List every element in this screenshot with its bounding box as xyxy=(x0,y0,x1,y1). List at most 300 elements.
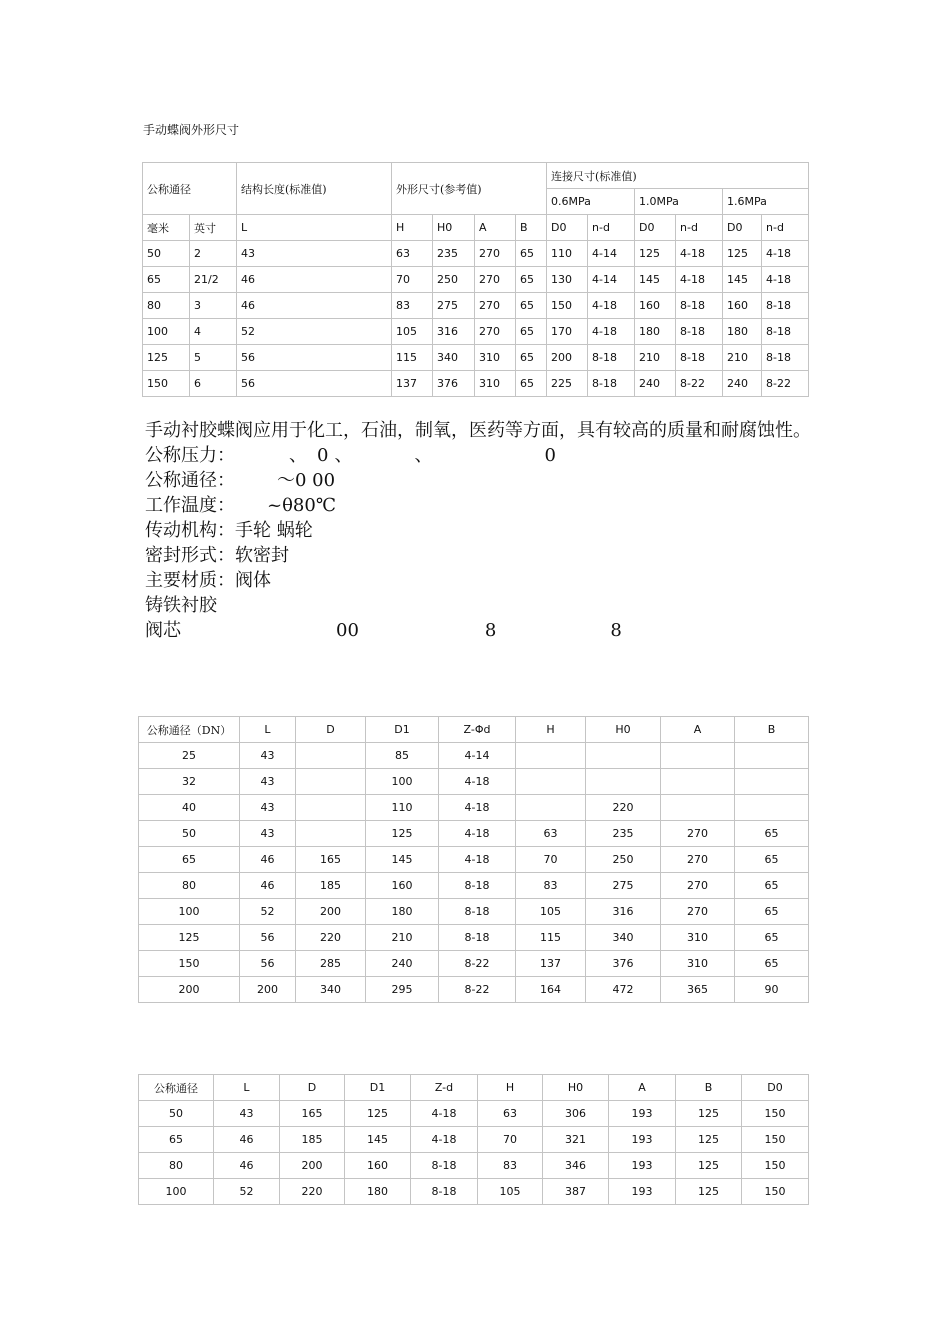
table-cell: 200 xyxy=(296,899,366,925)
table-cell: 137 xyxy=(516,951,586,977)
table-cell: 4-14 xyxy=(588,241,635,267)
lined-butterfly-valve-table xyxy=(138,716,809,1003)
table-cell: 295 xyxy=(366,977,439,1003)
table-cell: 3 xyxy=(190,293,237,319)
header-pressure-1-0: 1.0MPa xyxy=(635,189,723,215)
table-cell: 376 xyxy=(433,371,475,397)
table-cell: 8-18 xyxy=(762,345,809,371)
table-cell: 65 xyxy=(516,241,547,267)
table-cell: 90 xyxy=(735,977,809,1003)
spec-value: ~θ80℃ xyxy=(267,495,336,516)
table-cell: 160 xyxy=(635,293,676,319)
table-cell: 4-18 xyxy=(588,319,635,345)
header-cell: L xyxy=(240,717,296,743)
header-cell: D0 xyxy=(742,1075,809,1101)
spec-core xyxy=(145,618,815,643)
table-cell xyxy=(586,743,661,769)
table-cell: 160 xyxy=(366,873,439,899)
table-cell: 8-18 xyxy=(762,293,809,319)
spec-label: 密封形式： xyxy=(145,545,235,566)
table-cell: 235 xyxy=(433,241,475,267)
table-cell: 145 xyxy=(345,1127,411,1153)
table-cell: 100 xyxy=(139,1179,214,1205)
table-cell: 285 xyxy=(296,951,366,977)
table-cell: 270 xyxy=(475,293,516,319)
table-cell: 65 xyxy=(516,319,547,345)
table-cell xyxy=(296,795,366,821)
table-cell: 125 xyxy=(143,345,190,371)
table-row xyxy=(139,821,809,847)
table-cell: 270 xyxy=(661,847,735,873)
header-cell: D1 xyxy=(366,717,439,743)
table-cell: 46 xyxy=(214,1127,280,1153)
table-cell xyxy=(296,743,366,769)
table-cell: 310 xyxy=(475,345,516,371)
table-cell: 225 xyxy=(547,371,588,397)
table-cell: 65 xyxy=(516,267,547,293)
table-cell: 270 xyxy=(475,241,516,267)
table-cell: 150 xyxy=(742,1127,809,1153)
header-cell: H xyxy=(516,717,586,743)
product-description xyxy=(145,418,815,643)
table-row xyxy=(143,319,809,345)
table-cell: 50 xyxy=(139,821,240,847)
table-cell: 200 xyxy=(547,345,588,371)
table-cell: 340 xyxy=(433,345,475,371)
table-cell: 180 xyxy=(345,1179,411,1205)
table-cell: 4-14 xyxy=(439,743,516,769)
table-cell: 310 xyxy=(661,951,735,977)
table-cell: 145 xyxy=(635,267,676,293)
table-cell: 52 xyxy=(240,899,296,925)
table-cell: 83 xyxy=(516,873,586,899)
table-cell xyxy=(735,769,809,795)
table-cell: 5 xyxy=(190,345,237,371)
table-cell: 8-18 xyxy=(762,319,809,345)
table-cell: 70 xyxy=(516,847,586,873)
table-cell: 43 xyxy=(240,769,296,795)
header-cell: H0 xyxy=(586,717,661,743)
table-cell: 65 xyxy=(143,267,190,293)
header-cell: Z-d xyxy=(411,1075,478,1101)
table-cell xyxy=(296,821,366,847)
table-cell: 185 xyxy=(280,1127,345,1153)
table-cell: 56 xyxy=(240,925,296,951)
spec-label: 公称压力： xyxy=(145,445,235,466)
table-cell: 270 xyxy=(661,899,735,925)
table-cell: 340 xyxy=(296,977,366,1003)
spec-temperature xyxy=(145,493,815,518)
spec-label: 工作温度： xyxy=(145,495,235,516)
table-cell: 56 xyxy=(240,951,296,977)
table-cell: 46 xyxy=(240,873,296,899)
table-cell: 115 xyxy=(516,925,586,951)
table-cell: 32 xyxy=(139,769,240,795)
table-cell xyxy=(516,743,586,769)
subheader-cell: B xyxy=(516,215,547,241)
table-cell: 145 xyxy=(723,267,762,293)
table-row xyxy=(139,847,809,873)
table-cell: 52 xyxy=(214,1179,280,1205)
table-cell: 4 xyxy=(190,319,237,345)
table-cell: 125 xyxy=(676,1127,742,1153)
subheader-cell: n-d xyxy=(588,215,635,241)
table-cell: 8-18 xyxy=(676,293,723,319)
table-cell: 80 xyxy=(143,293,190,319)
table-cell: 210 xyxy=(635,345,676,371)
table-cell: 100 xyxy=(366,769,439,795)
table-cell: 193 xyxy=(609,1153,676,1179)
subheader-cell: n-d xyxy=(762,215,809,241)
header-cell: A xyxy=(609,1075,676,1101)
table-row xyxy=(139,951,809,977)
table-cell: 56 xyxy=(237,345,392,371)
table-cell: 180 xyxy=(635,319,676,345)
table-cell: 4-18 xyxy=(676,241,723,267)
header-cell: H xyxy=(478,1075,543,1101)
spec-label: 公称通径： xyxy=(145,470,235,491)
table-cell: 4-18 xyxy=(439,769,516,795)
subheader-cell: H xyxy=(392,215,433,241)
table-cell: 4-18 xyxy=(411,1127,478,1153)
table-row xyxy=(143,371,809,397)
table-cell: 46 xyxy=(237,293,392,319)
table-header-row xyxy=(139,717,809,743)
table-cell: 46 xyxy=(240,847,296,873)
table-row xyxy=(139,795,809,821)
table-cell: 56 xyxy=(237,371,392,397)
spec-value: 0 xyxy=(317,445,329,466)
table-cell: 4-18 xyxy=(439,795,516,821)
table-cell: 165 xyxy=(296,847,366,873)
table-cell: 150 xyxy=(742,1101,809,1127)
table-cell: 43 xyxy=(237,241,392,267)
table-cell: 50 xyxy=(139,1101,214,1127)
table-cell: 150 xyxy=(547,293,588,319)
table-cell: 65 xyxy=(516,345,547,371)
subheader-cell: 英寸 xyxy=(190,215,237,241)
spec-label: 阀芯 xyxy=(145,620,181,641)
table-cell: 6 xyxy=(190,371,237,397)
table-cell: 270 xyxy=(475,319,516,345)
table-cell: 240 xyxy=(635,371,676,397)
table-cell: 8-22 xyxy=(762,371,809,397)
table-cell: 8-18 xyxy=(411,1153,478,1179)
table-cell: 4-18 xyxy=(439,847,516,873)
table-cell xyxy=(661,769,735,795)
subheader-cell: n-d xyxy=(676,215,723,241)
table-cell: 43 xyxy=(240,743,296,769)
table-cell: 472 xyxy=(586,977,661,1003)
subheader-cell: D0 xyxy=(723,215,762,241)
table-cell: 275 xyxy=(586,873,661,899)
table-header-row xyxy=(139,1075,809,1101)
table-cell: 150 xyxy=(742,1153,809,1179)
table-row xyxy=(139,1179,809,1205)
table-cell: 100 xyxy=(143,319,190,345)
table-row xyxy=(139,769,809,795)
table-row xyxy=(139,743,809,769)
spec-label: 主要材质： xyxy=(145,570,235,591)
table-cell xyxy=(735,743,809,769)
table-cell: 200 xyxy=(139,977,240,1003)
table-cell: 200 xyxy=(280,1153,345,1179)
spec-value: 、 xyxy=(334,445,353,466)
table-row xyxy=(139,977,809,1003)
table-cell: 65 xyxy=(735,873,809,899)
header-connection-dimensions: 连接尺寸(标准值) xyxy=(547,163,809,189)
table-cell: 4-14 xyxy=(588,267,635,293)
table-cell: 65 xyxy=(735,847,809,873)
header-cell: Z-Φd xyxy=(439,717,516,743)
table-cell: 4-18 xyxy=(588,293,635,319)
table-cell: 270 xyxy=(661,821,735,847)
table-cell xyxy=(586,769,661,795)
table-cell: 65 xyxy=(139,847,240,873)
table-cell: 65 xyxy=(735,925,809,951)
spec-seal xyxy=(145,543,815,568)
table-cell: 164 xyxy=(516,977,586,1003)
spec-value: 0 xyxy=(544,445,556,466)
table-cell: 180 xyxy=(366,899,439,925)
table-cell: 110 xyxy=(366,795,439,821)
spec-value: 00 xyxy=(336,620,359,641)
table-cell: 376 xyxy=(586,951,661,977)
header-cell: D xyxy=(280,1075,345,1101)
table-cell: 2 xyxy=(190,241,237,267)
subheader-cell: A xyxy=(475,215,516,241)
table-cell: 145 xyxy=(366,847,439,873)
table-cell: 321 xyxy=(543,1127,609,1153)
table-cell: 8-22 xyxy=(439,951,516,977)
table-cell: 220 xyxy=(280,1179,345,1205)
table-cell: 316 xyxy=(433,319,475,345)
table-cell: 130 xyxy=(547,267,588,293)
table-row xyxy=(143,345,809,371)
spec-value: 软密封 xyxy=(235,545,289,566)
table-row xyxy=(139,1127,809,1153)
header-cell: H0 xyxy=(543,1075,609,1101)
table-cell: 4-18 xyxy=(762,241,809,267)
table-cell: 70 xyxy=(392,267,433,293)
table-cell: 235 xyxy=(586,821,661,847)
spec-value: 手轮 蜗轮 xyxy=(235,520,313,541)
table-cell: 83 xyxy=(392,293,433,319)
table-cell: 40 xyxy=(139,795,240,821)
table-cell: 250 xyxy=(586,847,661,873)
table-cell: 80 xyxy=(139,1153,214,1179)
table-cell: 210 xyxy=(723,345,762,371)
header-structural-length: 结构长度(标准值) xyxy=(237,163,392,215)
table-cell xyxy=(735,795,809,821)
spec-label: 传动机构： xyxy=(145,520,235,541)
table-cell: 43 xyxy=(240,821,296,847)
subheader-cell: D0 xyxy=(547,215,588,241)
table-row xyxy=(143,293,809,319)
table-cell: 85 xyxy=(366,743,439,769)
spec-pressure xyxy=(145,443,815,468)
table-cell: 65 xyxy=(735,899,809,925)
table-cell: 65 xyxy=(516,371,547,397)
table-cell: 125 xyxy=(345,1101,411,1127)
table-cell: 8-22 xyxy=(676,371,723,397)
table-row xyxy=(143,267,809,293)
table-cell: 150 xyxy=(139,951,240,977)
table-row xyxy=(139,1101,809,1127)
spec-nominal-diameter xyxy=(145,468,815,493)
subheader-row xyxy=(143,215,809,241)
table-cell: 46 xyxy=(214,1153,280,1179)
spec-value: 、 xyxy=(289,445,307,466)
header-cell: D xyxy=(296,717,366,743)
worm-gear-butterfly-valve-table xyxy=(138,1074,809,1205)
table-cell: 8-18 xyxy=(676,319,723,345)
table-cell: 115 xyxy=(392,345,433,371)
table-cell xyxy=(661,795,735,821)
table-cell: 8-18 xyxy=(439,925,516,951)
table-cell: 25 xyxy=(139,743,240,769)
table-cell: 43 xyxy=(214,1101,280,1127)
table-row xyxy=(139,873,809,899)
table-cell: 4-18 xyxy=(762,267,809,293)
table-row xyxy=(139,1153,809,1179)
table-cell: 8-22 xyxy=(439,977,516,1003)
table-cell: 240 xyxy=(366,951,439,977)
table-cell: 4-18 xyxy=(411,1101,478,1127)
table-cell: 105 xyxy=(478,1179,543,1205)
table-cell: 83 xyxy=(478,1153,543,1179)
header-cell: D1 xyxy=(345,1075,411,1101)
table-cell: 165 xyxy=(280,1101,345,1127)
spec-material xyxy=(145,568,815,593)
table-cell: 160 xyxy=(345,1153,411,1179)
document-title: 手动蝶阀外形尺寸 xyxy=(143,123,240,137)
table-cell: 200 xyxy=(240,977,296,1003)
table-cell: 306 xyxy=(543,1101,609,1127)
header-cell: 公称通径（DN） xyxy=(139,717,240,743)
header-nominal-diameter: 公称通径 xyxy=(143,163,237,215)
table-cell: 105 xyxy=(516,899,586,925)
table-cell: 8-18 xyxy=(676,345,723,371)
table-cell: 150 xyxy=(143,371,190,397)
intro-text: 手动衬胶蝶阀应用于化工，石油，制氧，医药等方面，具有较高的质量和耐腐蚀性。 xyxy=(145,420,811,441)
table-cell: 65 xyxy=(735,821,809,847)
table-cell: 125 xyxy=(676,1101,742,1127)
table-cell: 8-18 xyxy=(411,1179,478,1205)
table-cell xyxy=(661,743,735,769)
table-cell: 220 xyxy=(586,795,661,821)
table-cell: 270 xyxy=(475,267,516,293)
table-cell: 8-18 xyxy=(439,899,516,925)
table-cell: 63 xyxy=(392,241,433,267)
header-cell: A xyxy=(661,717,735,743)
spec-value: 阀体 xyxy=(235,570,271,591)
header-outer-dimensions: 外形尺寸(参考值) xyxy=(392,163,547,215)
table-cell: 50 xyxy=(143,241,190,267)
header-pressure-1-6: 1.6MPa xyxy=(723,189,809,215)
table-cell: 21/2 xyxy=(190,267,237,293)
table-cell: 185 xyxy=(296,873,366,899)
table-cell: 63 xyxy=(516,821,586,847)
subheader-cell: 毫米 xyxy=(143,215,190,241)
table-cell xyxy=(516,769,586,795)
header-cell: B xyxy=(676,1075,742,1101)
spec-value: 、 xyxy=(414,445,433,466)
table-cell: 65 xyxy=(139,1127,214,1153)
table-cell: 160 xyxy=(723,293,762,319)
table-cell: 193 xyxy=(609,1179,676,1205)
header-cell: B xyxy=(735,717,809,743)
table-row xyxy=(143,241,809,267)
table-cell: 4-18 xyxy=(676,267,723,293)
table-cell: 125 xyxy=(723,241,762,267)
table-cell: 105 xyxy=(392,319,433,345)
table-cell: 210 xyxy=(366,925,439,951)
table-cell: 4-18 xyxy=(439,821,516,847)
table-cell: 8-18 xyxy=(588,345,635,371)
table-cell: 63 xyxy=(478,1101,543,1127)
table-cell: 365 xyxy=(661,977,735,1003)
table-cell: 70 xyxy=(478,1127,543,1153)
table-cell: 8-18 xyxy=(588,371,635,397)
table-cell: 170 xyxy=(547,319,588,345)
table-cell: 65 xyxy=(735,951,809,977)
table-cell: 316 xyxy=(586,899,661,925)
table-cell: 43 xyxy=(240,795,296,821)
header-cell: 公称通径 xyxy=(139,1075,214,1101)
table-cell: 310 xyxy=(661,925,735,951)
table-row xyxy=(139,899,809,925)
table-cell: 193 xyxy=(609,1101,676,1127)
spec-drive xyxy=(145,518,815,543)
spec-value: 8 xyxy=(610,620,622,641)
table-cell: 80 xyxy=(139,873,240,899)
table-cell: 125 xyxy=(635,241,676,267)
table-cell: 220 xyxy=(296,925,366,951)
spec-material-line2: 铸铁衬胶 xyxy=(145,595,217,616)
table-cell: 240 xyxy=(723,371,762,397)
table-cell: 65 xyxy=(516,293,547,319)
header-cell: L xyxy=(214,1075,280,1101)
table-cell: 340 xyxy=(586,925,661,951)
table-cell: 125 xyxy=(139,925,240,951)
spec-value: 8 xyxy=(484,620,497,641)
table-cell xyxy=(296,769,366,795)
table-cell: 250 xyxy=(433,267,475,293)
subheader-cell: H0 xyxy=(433,215,475,241)
table-cell: 275 xyxy=(433,293,475,319)
table-cell: 193 xyxy=(609,1127,676,1153)
header-pressure-0-6: 0.6MPa xyxy=(547,189,635,215)
table-cell: 310 xyxy=(475,371,516,397)
subheader-cell: L xyxy=(237,215,392,241)
table-cell: 270 xyxy=(661,873,735,899)
table-cell: 387 xyxy=(543,1179,609,1205)
table-cell: 125 xyxy=(676,1179,742,1205)
table-cell xyxy=(516,795,586,821)
table-cell: 125 xyxy=(676,1153,742,1179)
butterfly-valve-dimension-table xyxy=(142,162,809,397)
table-cell: 110 xyxy=(547,241,588,267)
table-row xyxy=(139,925,809,951)
table-cell: 100 xyxy=(139,899,240,925)
subheader-cell: D0 xyxy=(635,215,676,241)
table-cell: 346 xyxy=(543,1153,609,1179)
table-cell: 150 xyxy=(742,1179,809,1205)
table-cell: 180 xyxy=(723,319,762,345)
spec-value: ～0 00 xyxy=(277,470,336,491)
table-cell: 137 xyxy=(392,371,433,397)
